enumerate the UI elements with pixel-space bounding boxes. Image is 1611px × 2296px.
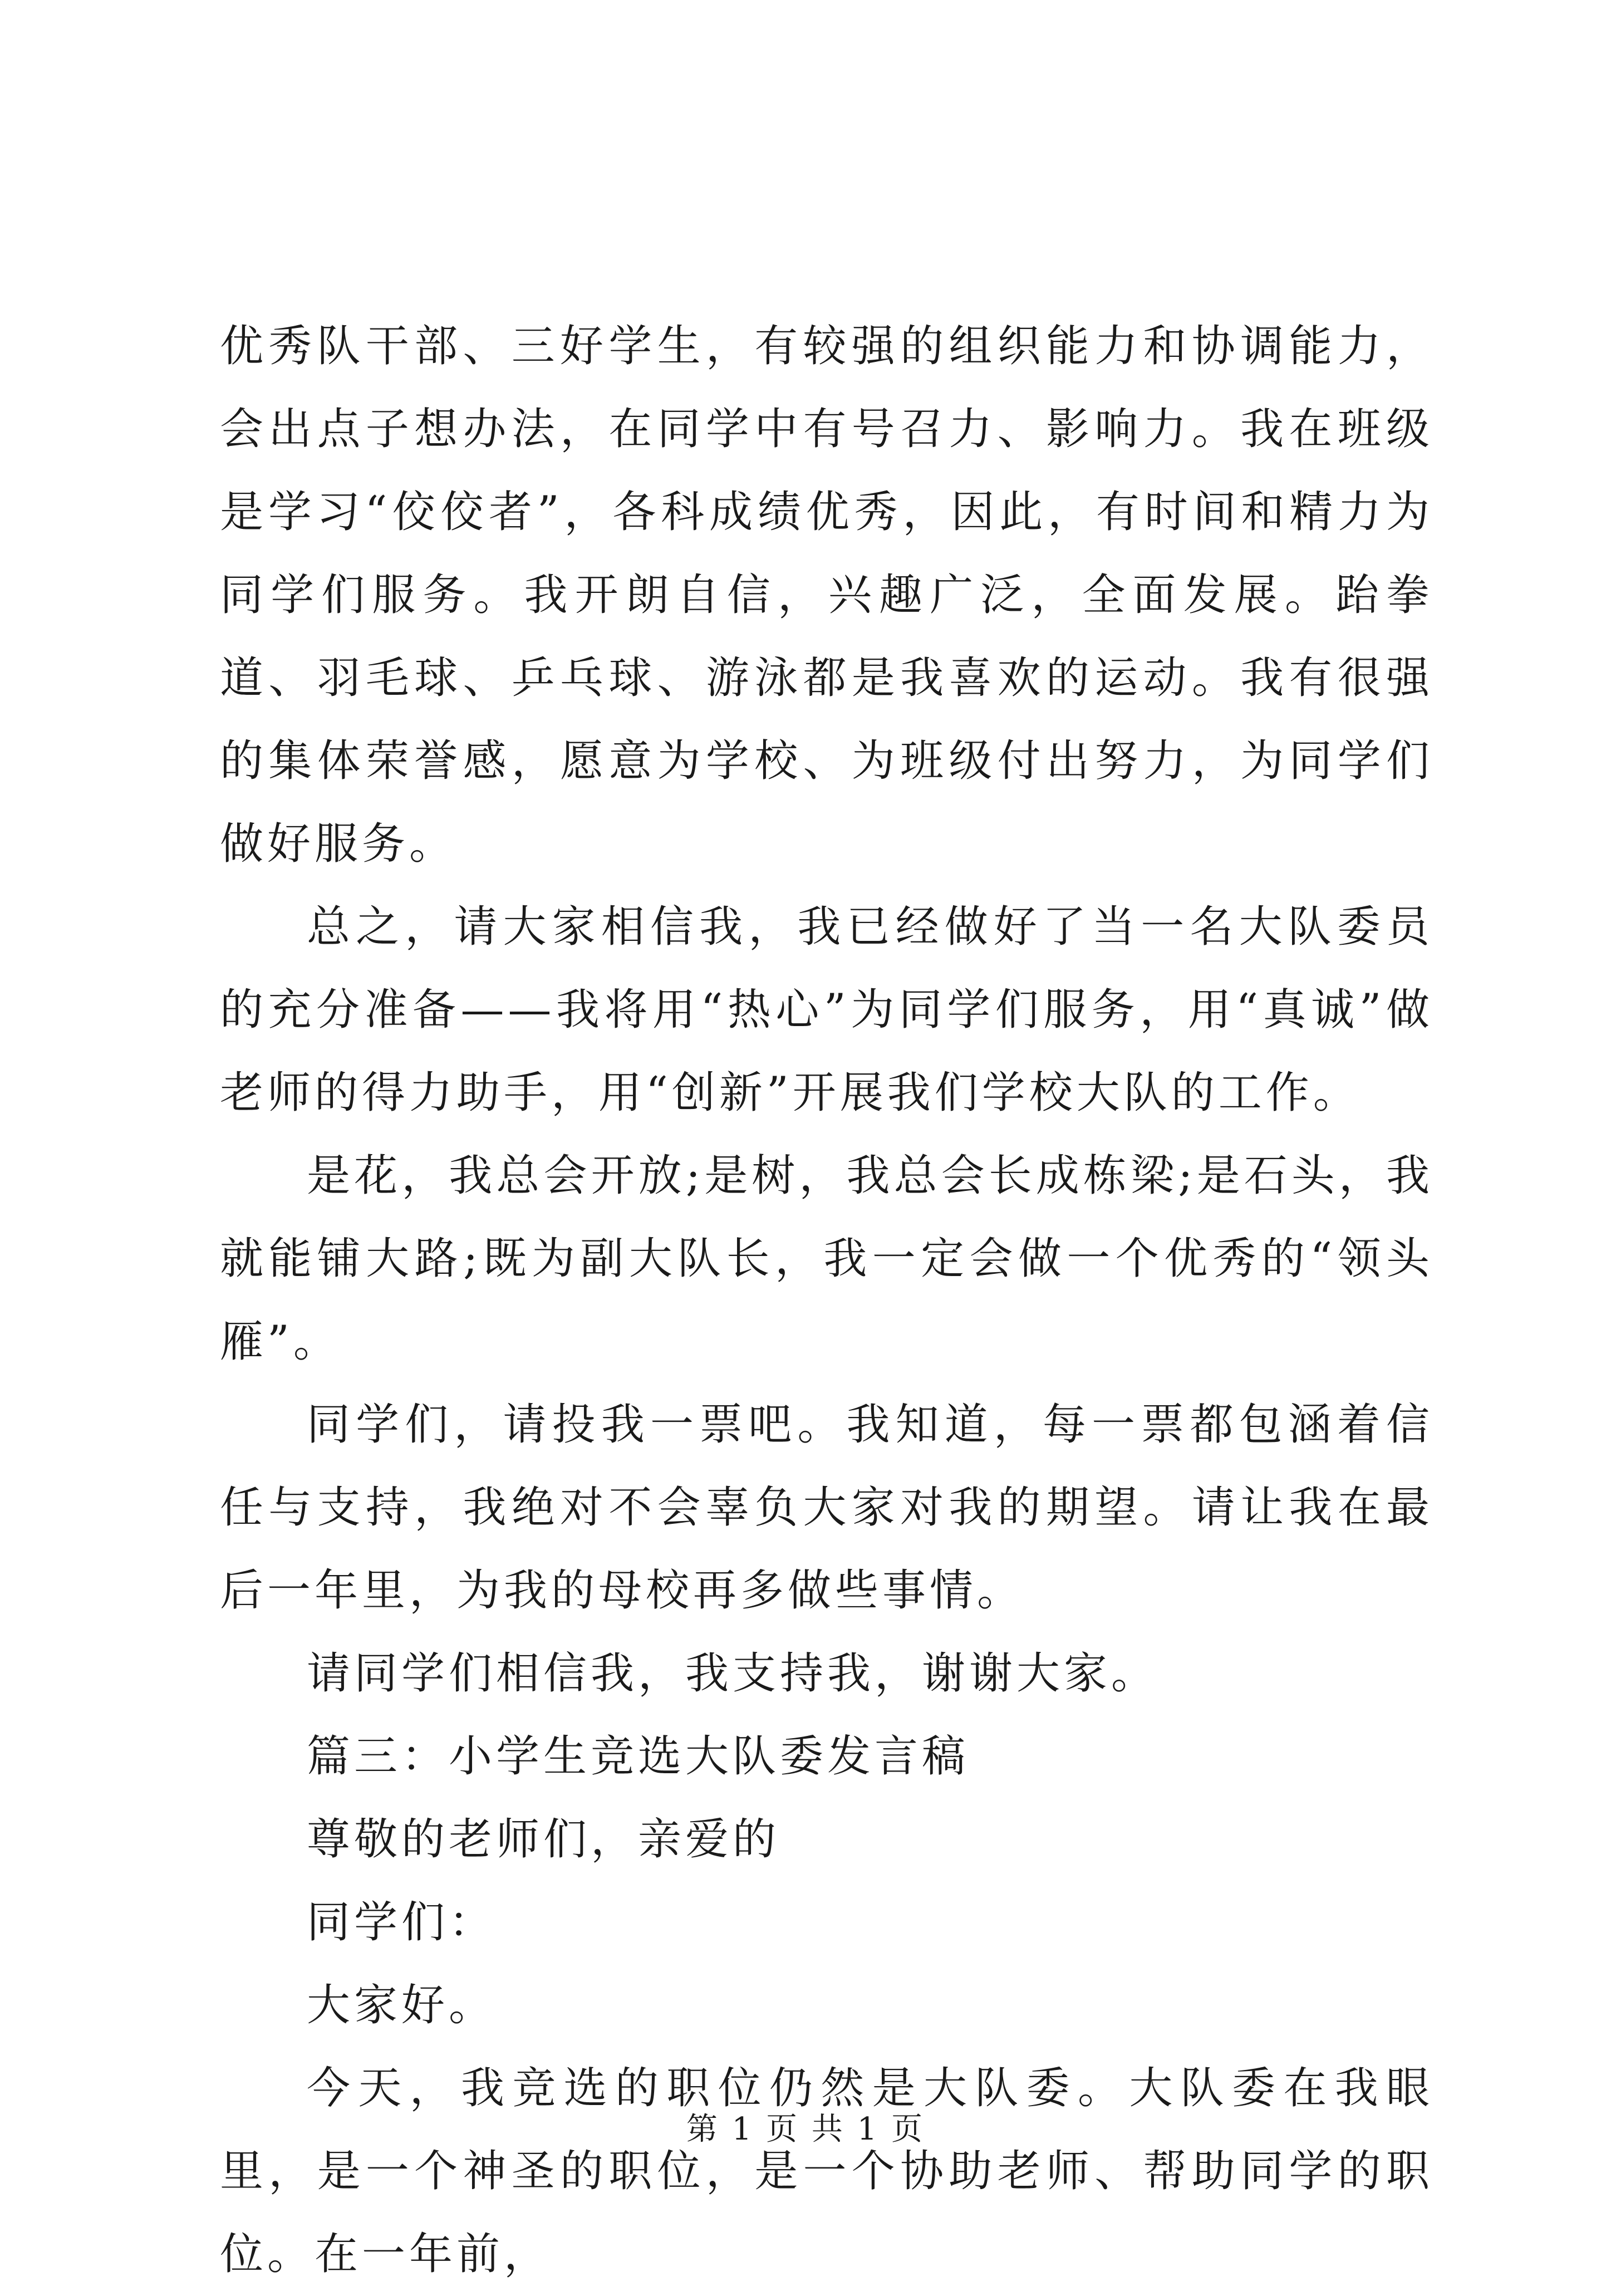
document-body (220, 305, 1433, 2296)
paragraph-intro: 今天，我竞选的职位仍然是大队委。大队委在我眼里，是一个神圣的职位，是一个协助老师、帮助同学的职位。在一年前， (220, 2063, 1433, 2279)
salutation-line-1: 尊敬的老师们，亲爱的 (307, 1814, 780, 1865)
paragraph-thanks: 请同学们相信我，我支持我，谢谢大家。 (307, 1649, 1159, 1699)
section-heading: 篇三：小学生竞选大队委发言稿 (307, 1731, 970, 1782)
salutation-line-2: 同学们： (307, 1897, 497, 1947)
paragraph-metaphor: 是花，我总会开放;是树，我总会长成栋梁;是石头，我就能铺大路;既为副大队长，我一定会做一个优秀的“领头雁”。 (220, 1151, 1433, 1367)
greeting: 大家好。 (307, 1980, 497, 2030)
paragraph-continuation: 优秀队干部、三好学生，有较强的组织能力和协调能力，会出点子想办法，在同学中有号召力、影响力。我在班级是学习“佼佼者”，各科成绩优秀，因此，有时间和精力为同学们服务。我开朗自信，兴趣广泛，全面发展。跆拳道、羽毛球、乒乓球、游泳都是我喜欢的运动。我有很强的集体荣誉感，愿意为学校、为班级付出努力，为同学们做好服务。 (220, 321, 1433, 869)
paragraph-summary: 总之，请大家相信我，我已经做好了当一名大队委员的充分准备——我将用“热心”为同学们服务，用“真诚”做老师的得力助手，用“创新”开展我们学校大队的工作。 (220, 902, 1433, 1118)
paragraph-vote-request: 同学们，请投我一票吧。我知道，每一票都包涵着信任与支持，我绝对不会辜负大家对我的期望。请让我在最后一年里，为我的母校再多做些事情。 (220, 1400, 1433, 1616)
page-footer: 第 1 页 共 1 页 (686, 2111, 925, 2147)
